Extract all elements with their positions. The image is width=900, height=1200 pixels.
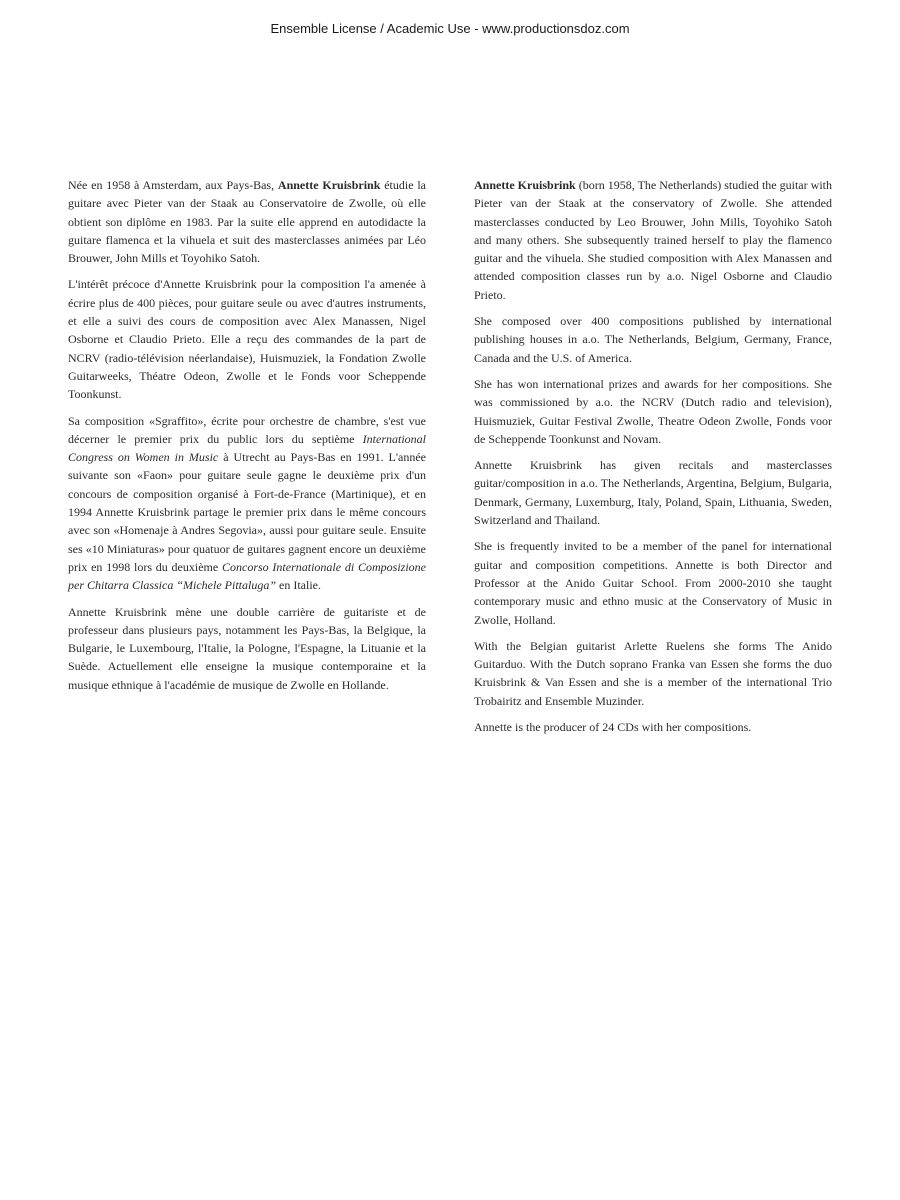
french-p3-part-e: en Italie.	[276, 578, 321, 593]
english-paragraph-3: She has won international prizes and awards for her compositions. She was commissioned by a.o. the NCRV (Dutch radio and television), Huismuziek, Guitar Festival Zwolle, Theatre Odeon Zwolle, Fonds voor de Scheppende Toonkunst and Novam.	[474, 376, 832, 446]
french-biography-column	[68, 176, 426, 702]
english-paragraph-7: Annette is the producer of 24 CDs with her compositions.	[474, 720, 752, 735]
english-p1-name: Annette Kruisbrink	[474, 178, 576, 192]
english-paragraph-4: Annette Kruisbrink has given recitals and masterclasses guitar/composition in a.o. The Netherlands, Argentina, Belgium, Bulgaria, Denmark, Germany, Luxemburg, Italy, Poland, Spain, Lithuania, Sweden, Switzerland and Thailand.	[474, 458, 832, 528]
french-paragraph-2: L'intérêt précoce d'Annette Kruisbrink pour la composition l'a amenée à écrire plus de 400 pièces, pour guitare seule ou avec d'autres instruments, et elle a suivi des cours de composition avec Alex Manassen, Nigel Osborne et Claudio Prieto. Elle a reçu des commandes de la part de NCRV (radio-télévision néerlandaise), Huismuziek, la Fondation Zwolle Guitarweeks, Théatre Odeon, Zwolle et le Fonds voor Scheppende Toonkunst.	[68, 277, 426, 402]
english-paragraph-6: With the Belgian guitarist Arlette Ruelens she forms The Anido Guitarduo. With the Dutch soprano Franka van Essen she forms the duo Kruisbrink & Van Essen and she is a member of the international Trio Trobairitz and Ensemble Muzinder.	[474, 638, 832, 708]
english-p1-body: (born 1958, The Netherlands) studied the guitar with Pieter van der Staak at the conservatory of Zwolle. She attended masterclasses conducted by Leo Brouwer, John Mills, Toyohiko Satoh and many others. She subsequently trained herself to play the flamenco guitar and the vihuela. She studied composition with Alex Manassen and attended composition classes run by a.o. Nigel Osborne and Claudio Prieto.	[474, 178, 832, 302]
french-p1-name: Annette Kruisbrink	[277, 178, 381, 192]
french-p3-concorso-title: Concorso Internationale di Composizione per Chitarra Classica “Michele Pittaluga”	[68, 559, 426, 593]
french-p3-part-c: à Utrecht au Pays-Bas en 1991. L'année suivante son «Faon» pour guitare seule gagne le deuxième prix d'un concours de composition organisé à Fort-de-France (Martinique), et en 1994 Annette Kruisbrink partage le premier prix dans le même concours avec son «Homenaje à Andres Segovia», aussi pour guitare seule. Ensuite ses «10 Miniaturas» pour quatuor de guitares gagnent encore un deuxième prix en 1998 lors du deuxième	[68, 450, 426, 574]
english-paragraph-5: She is frequently invited to be a member of the panel for international guitar and composition competitions. Annette is both Director and Professor at the Anido Guitar School. From 2000-2010 she taught contemporary music and ethno music at the Conservatory of Music in Zwolle, Holland.	[474, 539, 832, 627]
french-p3-part-a: Sa composition «Sgraffito», écrite pour orchestre de chambre, s'est vue décerner le premier prix du public lors du septième	[68, 413, 426, 446]
english-biography-column	[474, 176, 832, 744]
french-paragraph-4: Annette Kruisbrink mène une double carrière de guitariste et de professeur dans plusieurs pays, notamment les Pays-Bas, la Belgique, la Bulgarie, le Luxembourg, l'Italie, la Pologne, l'Espagne, la Lituanie et la Suède. Actuellement elle enseigne la musique contemporaine et la musique ethnique à l'académie de musique de Zwolle en Hollande.	[68, 604, 426, 692]
english-paragraph-2: She composed over 400 compositions published by international publishing houses in a.o. The Netherlands, Belgium, Germany, France, Canada and the U.S. of America.	[474, 314, 832, 365]
french-p1-body: étudie la guitare avec Pieter van der Staak au Conservatoire de Zwolle, où elle obtient son diplôme en 1983. Par la suite elle apprend en autodidacte la guitare flamenca et la vihuela et suit des masterclasses animées par Léo Brouwer, John Mills et Toyohiko Satoh.	[68, 178, 426, 266]
license-header: Ensemble License / Academic Use - www.productionsdoz.com	[270, 21, 630, 36]
french-p3-congress-title: International Congress on Women in Music	[68, 431, 426, 465]
english-paragraph-1	[474, 176, 832, 304]
french-paragraph-1	[68, 176, 426, 267]
french-paragraph-3	[68, 412, 426, 595]
french-p1-intro: Née en 1958 à Amsterdam, aux Pays-Bas,	[68, 178, 278, 192]
